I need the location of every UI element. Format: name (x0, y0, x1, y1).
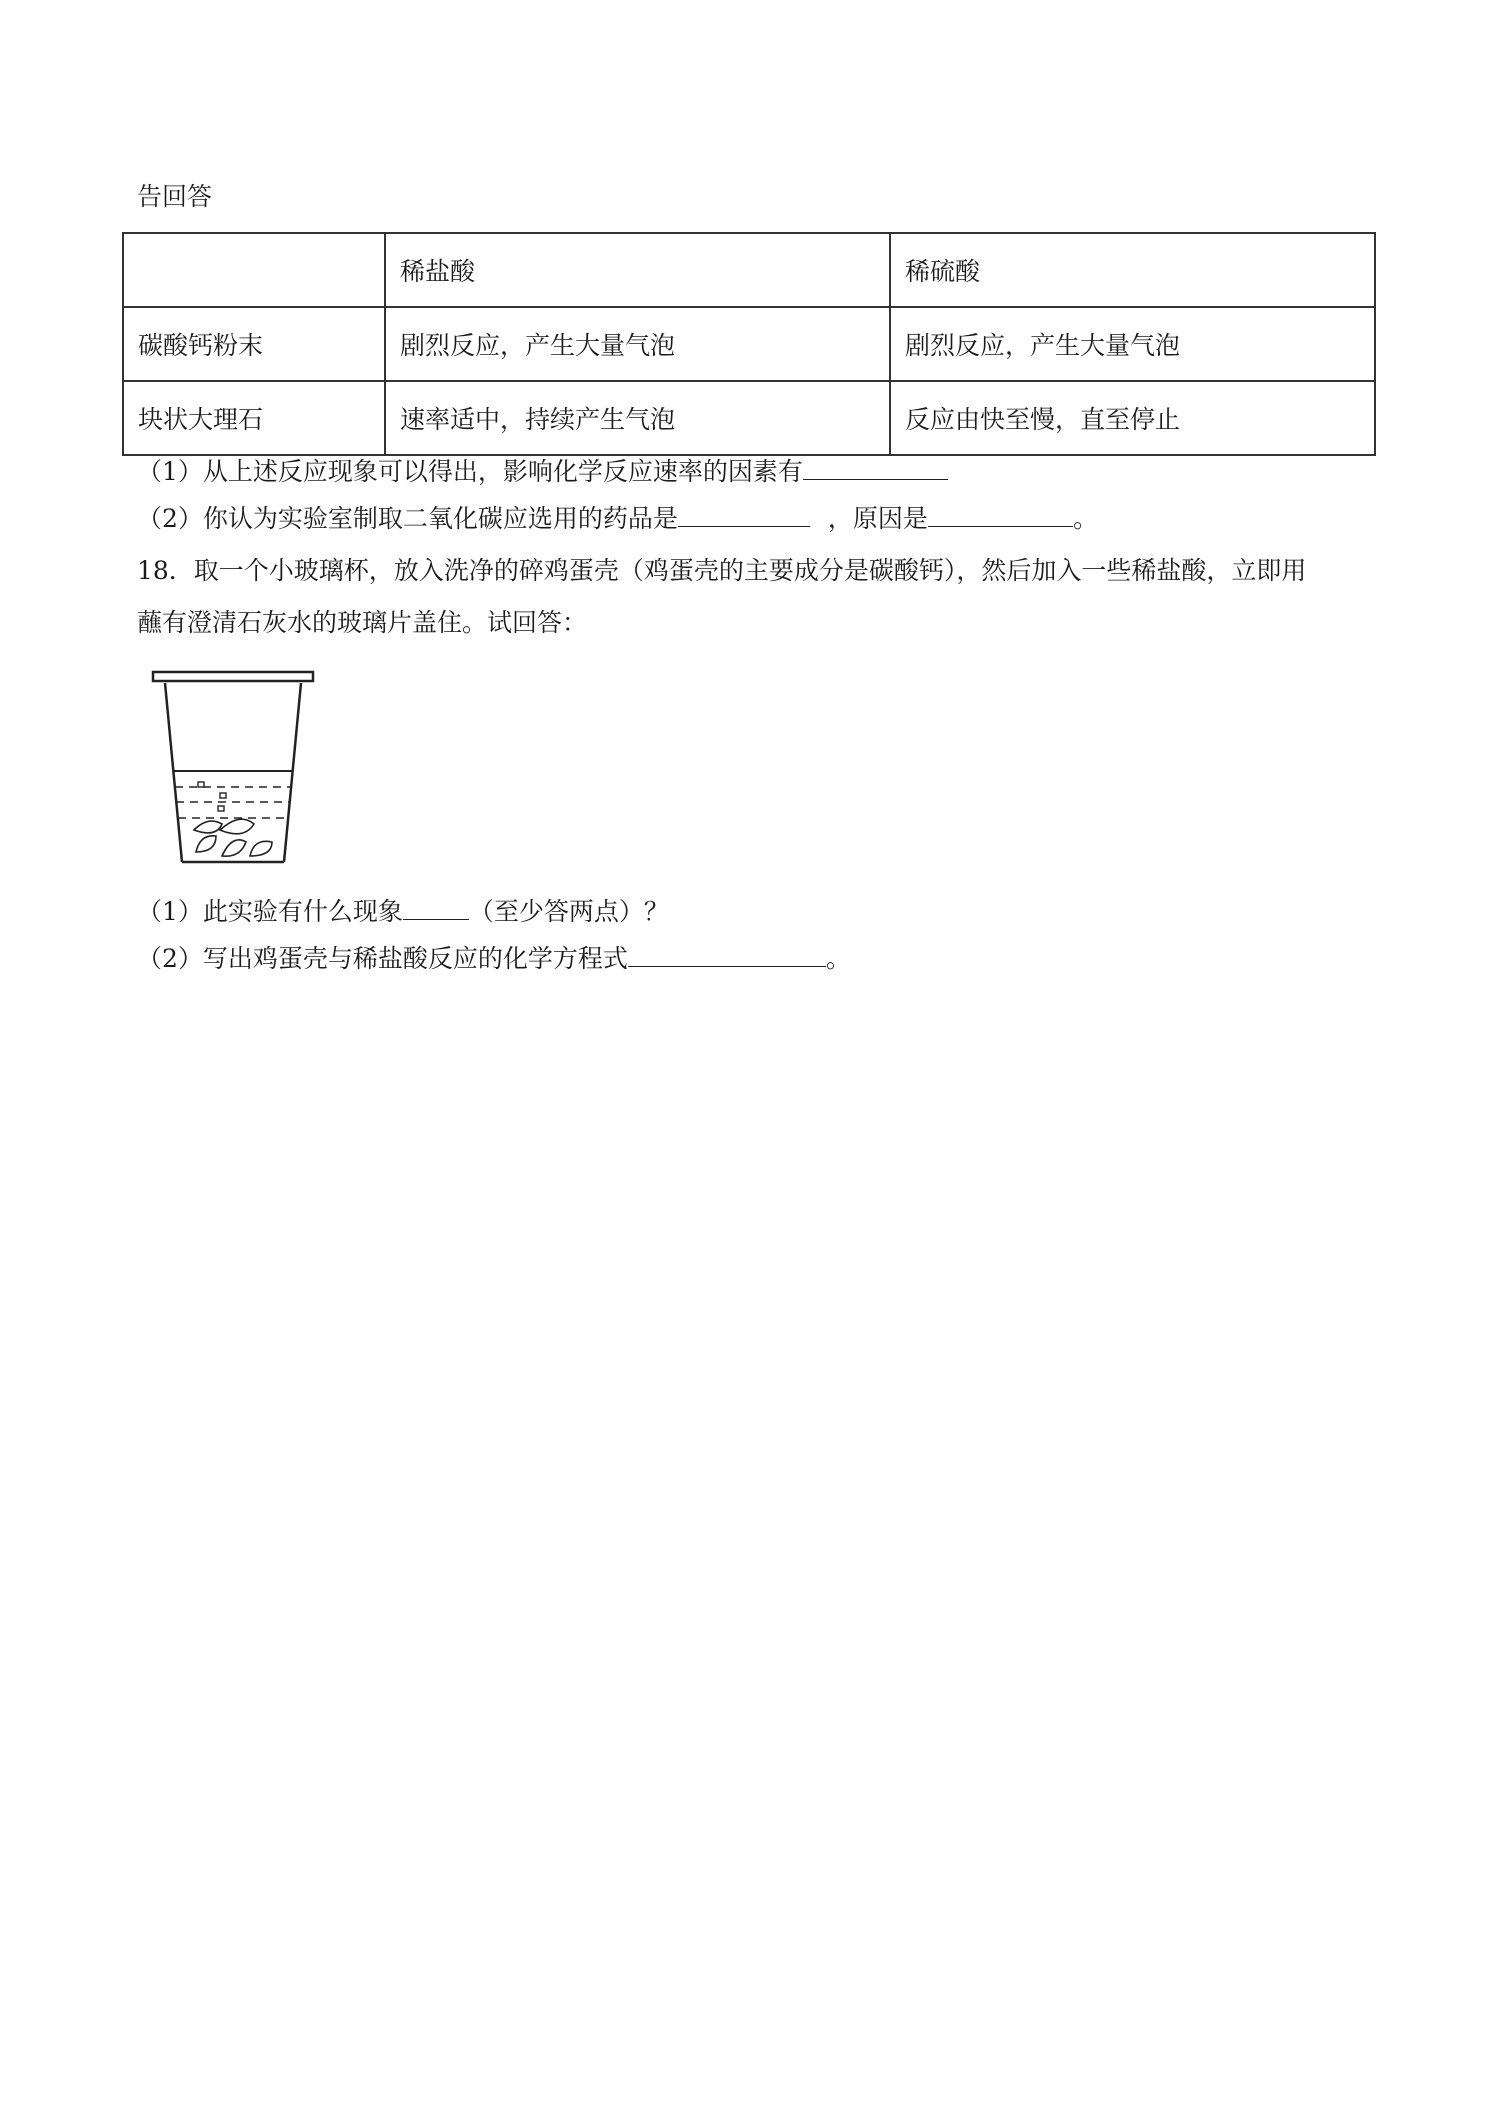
answer-blank[interactable] (628, 942, 826, 967)
table-cell: 反应由快至慢，直至停止 (890, 381, 1375, 455)
answer-blank[interactable] (403, 895, 469, 920)
q17-sub1-text: （1）从上述反应现象可以得出，影响化学反应速率的因素有 (137, 457, 803, 486)
q18-sub1-suffix: （至少答两点）？ (468, 897, 669, 926)
q17-sub2-end: 。 (1072, 504, 1098, 533)
table-header-row (123, 233, 1375, 307)
eggshell-pieces (194, 819, 272, 856)
table-cell: 块状大理石 (123, 381, 385, 455)
experiment-table (122, 232, 1376, 456)
table-row (123, 307, 1375, 381)
q17-sub2-text: （2）你认为实验室制取二氧化碳应选用的药品是 (137, 504, 678, 533)
q17-sub2 (137, 502, 1098, 534)
q18-sub2 (137, 942, 851, 974)
q18-line2: 蘸有澄清石灰水的玻璃片盖住。试回答： (137, 608, 588, 637)
table-cell: 碳酸钙粉末 (123, 307, 385, 381)
q18-sub2-end: 。 (825, 944, 851, 973)
answer-blank[interactable] (678, 502, 810, 527)
table-header-cell: 稀硫酸 (890, 233, 1375, 307)
q18-sub2-text: （2）写出鸡蛋壳与稀盐酸反应的化学方程式 (137, 944, 628, 973)
q17-sub1 (137, 455, 948, 487)
q18-line1: 18．取一个小玻璃杯，放入洗净的碎鸡蛋壳（鸡蛋壳的主要成分是碳酸钙），然后加入一些稀盐酸，立即用 (137, 556, 1307, 585)
glass-cup-figure (150, 670, 320, 870)
table-header-cell (123, 233, 385, 307)
table-cell: 剧烈反应，产生大量气泡 (385, 307, 890, 381)
q18-sub1 (137, 895, 669, 927)
q17-sub2-mid: ，原因是 (827, 504, 928, 533)
intro-text: 告回答 (137, 182, 213, 211)
table-cell: 速率适中，持续产生气泡 (385, 381, 890, 455)
answer-blank[interactable] (803, 455, 948, 480)
table-row (123, 381, 1375, 455)
answer-blank[interactable] (928, 502, 1073, 527)
table-cell: 剧烈反应，产生大量气泡 (890, 307, 1375, 381)
table-header-cell: 稀盐酸 (385, 233, 890, 307)
q18-sub1-text: （1）此实验有什么现象 (137, 897, 403, 926)
glass-lid (153, 672, 313, 681)
